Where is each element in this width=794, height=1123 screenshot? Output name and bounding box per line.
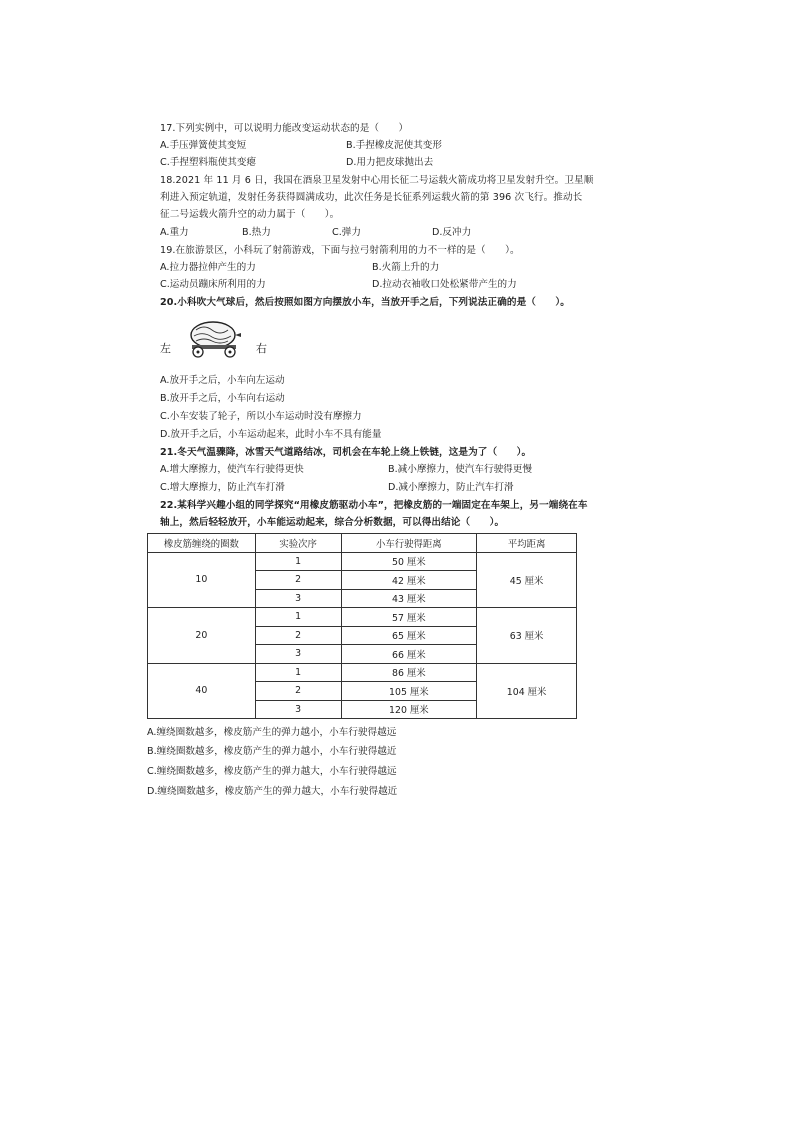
- q22-option-b: B.缠绕圈数越多，橡皮筋产生的弹力越小，小车行驶得越近: [147, 746, 397, 757]
- q19-option-d: D.拉动衣袖收口处松紧带产生的力: [372, 279, 517, 290]
- trial-cell: 3: [255, 645, 341, 664]
- q18-option-c: C.弹力: [332, 227, 361, 238]
- q18-option-b: B.热力: [242, 227, 271, 238]
- table-row: [148, 552, 577, 571]
- distance-cell: 57 厘米: [341, 608, 477, 627]
- q21-option-b: B.减小摩擦力，使汽车行驶得更慢: [388, 464, 532, 475]
- trial-cell: 2: [255, 682, 341, 701]
- q22-option-a: A.缠绕圈数越多，橡皮筋产生的弹力越小，小车行驶得越远: [147, 727, 397, 738]
- q20-option-d: D.放开手之后，小车运动起来，此时小车不具有能量: [160, 429, 382, 440]
- trial-cell: 3: [255, 700, 341, 719]
- header-distance: 小车行驶得距离: [341, 534, 477, 553]
- trial-cell: 2: [255, 571, 341, 590]
- q17-option-a: A.手压弹簧使其变短: [160, 140, 247, 151]
- table-row: [148, 663, 577, 682]
- q20-stem: 20.小科吹大气球后，然后按照如图方向摆放小车，当放开手之后，下列说法正确的是（ ）。: [160, 297, 570, 308]
- balloon-car-figure: [160, 318, 280, 360]
- trial-cell: 2: [255, 626, 341, 645]
- q19-option-b: B.火箭上升的力: [372, 262, 440, 273]
- turns-cell: 40: [148, 663, 256, 719]
- rubber-band-data-table: [147, 533, 577, 719]
- q18-option-d: D.反冲力: [432, 227, 472, 238]
- q19-option-a: A.拉力器拉伸产生的力: [160, 262, 256, 273]
- q19-stem: 19.在旅游景区，小科玩了射箭游戏，下面与拉弓射箭利用的力不一样的是（ ）。: [160, 245, 520, 256]
- q17-option-b: B.手捏橡皮泥使其变形: [346, 140, 442, 151]
- balloon-car-icon: [182, 318, 252, 360]
- distance-cell: 86 厘米: [341, 663, 477, 682]
- q18-stem-line-1: 18.2021 年 11 月 6 日，我国在酒泉卫星发射中心用长征二号运载火箭成功将卫星发射升空。卫星顺: [160, 175, 594, 186]
- distance-cell: 105 厘米: [341, 682, 477, 701]
- distance-cell: 43 厘米: [341, 589, 477, 608]
- q20-option-c: C.小车安装了轮子，所以小车运动时没有摩擦力: [160, 411, 362, 422]
- turns-cell: 20: [148, 608, 256, 664]
- q21-stem: 21.冬天气温骤降，冰雪天气道路结冰，司机会在车轮上绕上铁链，这是为了（ ）。: [160, 447, 532, 458]
- q20-option-b: B.放开手之后，小车向右运动: [160, 393, 285, 404]
- average-cell: 63 厘米: [477, 608, 577, 664]
- q22-option-c: C.缠绕圈数越多，橡皮筋产生的弹力越大，小车行驶得越远: [147, 766, 397, 777]
- turns-cell: 10: [148, 552, 256, 608]
- q20-option-a: A.放开手之后，小车向左运动: [160, 375, 285, 386]
- trial-cell: 1: [255, 663, 341, 682]
- q19-option-c: C.运动员蹦床所利用的力: [160, 279, 266, 290]
- header-trial: 实验次序: [255, 534, 341, 553]
- distance-cell: 42 厘米: [341, 571, 477, 590]
- average-cell: 45 厘米: [477, 552, 577, 608]
- average-cell: 104 厘米: [477, 663, 577, 719]
- q18-stem-line-2: 利进入预定轨道，发射任务获得圆满成功，此次任务是长征系列运载火箭的第 396 次飞行。推动长: [160, 192, 583, 203]
- table-header-row: [148, 534, 577, 553]
- trial-cell: 3: [255, 589, 341, 608]
- q21-option-d: D.减小摩擦力，防止汽车打滑: [388, 482, 514, 493]
- q21-option-a: A.增大摩擦力，使汽车行驶得更快: [160, 464, 304, 475]
- right-direction-label: 右: [256, 342, 267, 355]
- trial-cell: 1: [255, 552, 341, 571]
- q17-stem: 17.下列实例中，可以说明力能改变运动状态的是（ ）: [160, 123, 409, 134]
- q17-option-c: C.手捏塑料瓶使其变瘪: [160, 157, 257, 168]
- q21-option-c: C.增大摩擦力，防止汽车打滑: [160, 482, 285, 493]
- table-row: [148, 608, 577, 627]
- q18-option-a: A.重力: [160, 227, 189, 238]
- distance-cell: 120 厘米: [341, 700, 477, 719]
- q22-stem-line-1: 22.某科学兴趣小组的同学探究“用橡皮筋驱动小车”，把橡皮筋的一端固定在车架上，另一端绕在车: [160, 500, 588, 511]
- distance-cell: 50 厘米: [341, 552, 477, 571]
- q17-option-d: D.用力把皮球抛出去: [346, 157, 434, 168]
- q18-stem-line-3: 征二号运载火箭升空的动力属于（ ）。: [160, 209, 340, 220]
- distance-cell: 65 厘米: [341, 626, 477, 645]
- q22-stem-line-2: 轴上，然后轻轻放开，小车能运动起来，综合分析数据，可以得出结论（ ）。: [160, 517, 505, 528]
- q22-option-d: D.缠绕圈数越多，橡皮筋产生的弹力越大，小车行驶得越近: [147, 786, 398, 797]
- header-average: 平均距离: [477, 534, 577, 553]
- trial-cell: 1: [255, 608, 341, 627]
- left-direction-label: 左: [160, 342, 171, 355]
- distance-cell: 66 厘米: [341, 645, 477, 664]
- header-turns: 橡皮筋缠绕的圈数: [148, 534, 256, 553]
